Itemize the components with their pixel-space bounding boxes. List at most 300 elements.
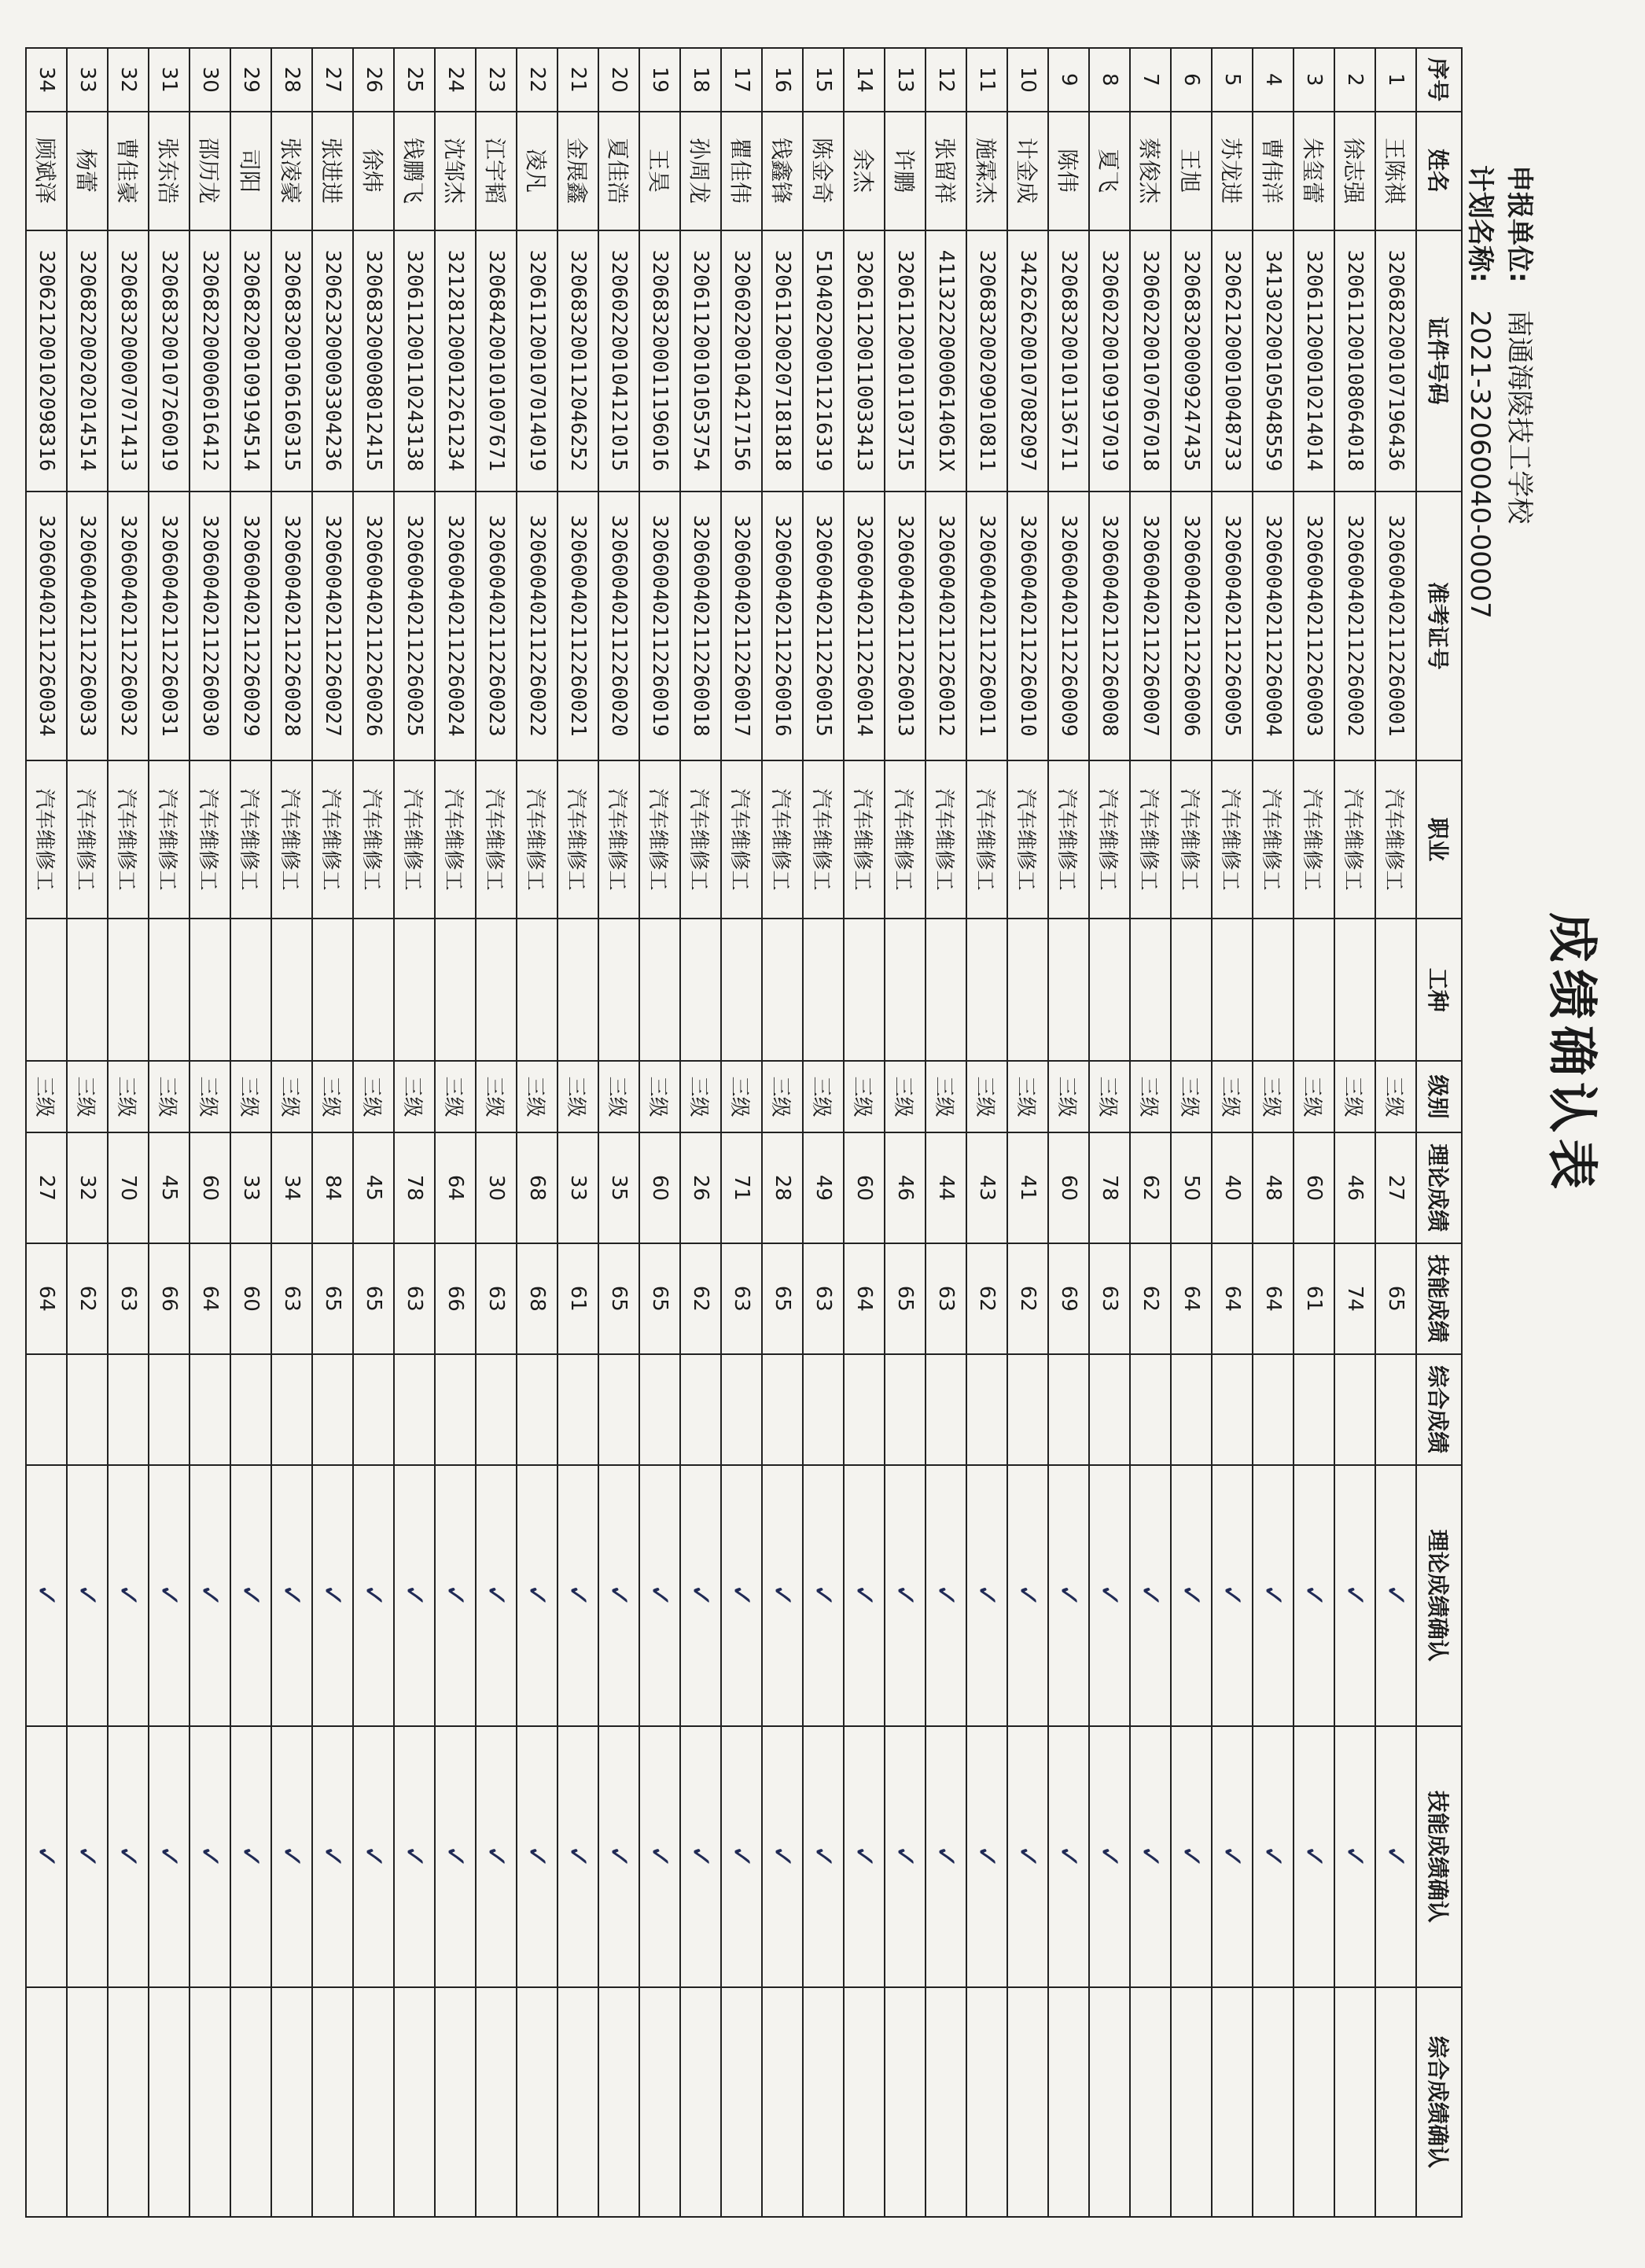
skill-score-cell: 63: [721, 1243, 762, 1354]
skill-confirm-check: ✓: [1334, 1726, 1375, 1987]
skill-score-cell: 65: [762, 1243, 803, 1354]
theory-score-cell: 78: [1089, 1132, 1130, 1243]
row-number-cell: 28: [271, 48, 312, 112]
id-number-cell: 320684200101007671: [476, 230, 517, 492]
occupation-cell: 汽车维修工: [803, 760, 844, 919]
table-row: [1253, 48, 1294, 2217]
level-cell: 三级: [435, 1061, 476, 1132]
header-cell: 姓名: [1416, 112, 1462, 230]
overall-confirm-check: [26, 1987, 67, 2217]
table-body: [26, 48, 1416, 2217]
trade-cell: [844, 919, 885, 1061]
level-cell: 三级: [1253, 1061, 1294, 1132]
applicant-unit-value: 南通海陵技工学校: [1503, 310, 1535, 525]
row-number-cell: 9: [1048, 48, 1089, 112]
theory-confirm-check: ✓: [721, 1465, 762, 1726]
skill-confirm-check: ✓: [149, 1726, 190, 1987]
skill-confirm-check: ✓: [190, 1726, 230, 1987]
trade-cell: [762, 919, 803, 1061]
skill-confirm-check: ✓: [1375, 1726, 1416, 1987]
header-cell: 综合成绩: [1416, 1354, 1462, 1465]
occupation-cell: 汽车维修工: [353, 760, 394, 919]
overall-confirm-check: [353, 1987, 394, 2217]
overall-confirm-check: [966, 1987, 1007, 2217]
table-header-row: [1416, 48, 1462, 2217]
id-number-cell: 320683200007071413: [108, 230, 149, 492]
level-cell: 三级: [926, 1061, 966, 1132]
trade-cell: [517, 919, 558, 1061]
row-number-cell: 26: [353, 48, 394, 112]
occupation-cell: 汽车维修工: [885, 760, 926, 919]
theory-score-cell: 44: [926, 1132, 966, 1243]
table-row: [394, 48, 435, 2217]
theory-score-cell: 34: [271, 1132, 312, 1243]
skill-confirm-check: ✓: [476, 1726, 517, 1987]
theory-confirm-check: ✓: [476, 1465, 517, 1726]
exam-ticket-cell: 320600402112260030: [190, 492, 230, 760]
student-name-cell: 张留祥: [926, 112, 966, 230]
level-cell: 三级: [1171, 1061, 1212, 1132]
student-name-cell: 杨蕾: [67, 112, 108, 230]
theory-confirm-check: ✓: [312, 1465, 353, 1726]
theory-score-cell: 60: [190, 1132, 230, 1243]
header-cell: 技能成绩: [1416, 1243, 1462, 1354]
overall-score-cell: [230, 1354, 271, 1465]
overall-score-cell: [1089, 1354, 1130, 1465]
occupation-cell: 汽车维修工: [271, 760, 312, 919]
row-number-cell: 33: [67, 48, 108, 112]
trade-cell: [190, 919, 230, 1061]
id-number-cell: 320683200008012415: [353, 230, 394, 492]
row-number-cell: 11: [966, 48, 1007, 112]
exam-ticket-cell: 320600402112260010: [1007, 492, 1048, 760]
level-cell: 三级: [1130, 1061, 1171, 1132]
exam-ticket-cell: 320600402112260017: [721, 492, 762, 760]
level-cell: 三级: [1212, 1061, 1253, 1132]
occupation-cell: 汽车维修工: [966, 760, 1007, 919]
exam-ticket-cell: 320600402112260007: [1130, 492, 1171, 760]
id-number-cell: 320683200101136711: [1048, 230, 1089, 492]
overall-confirm-check: [67, 1987, 108, 2217]
student-name-cell: 陈伟: [1048, 112, 1089, 230]
exam-ticket-cell: 320600402112260011: [966, 492, 1007, 760]
theory-confirm-check: ✓: [1089, 1465, 1130, 1726]
overall-score-cell: [639, 1354, 680, 1465]
overall-score-cell: [312, 1354, 353, 1465]
level-cell: 三级: [558, 1061, 598, 1132]
skill-confirm-check: ✓: [1212, 1726, 1253, 1987]
student-name-cell: 邵历龙: [190, 112, 230, 230]
overall-confirm-check: [721, 1987, 762, 2217]
trade-cell: [558, 919, 598, 1061]
theory-score-cell: 46: [1334, 1132, 1375, 1243]
overall-confirm-check: [190, 1987, 230, 2217]
theory-confirm-check: ✓: [108, 1465, 149, 1726]
exam-ticket-cell: 320600402112260027: [312, 492, 353, 760]
table-row: [721, 48, 762, 2217]
student-name-cell: 朱玺蕾: [1294, 112, 1334, 230]
row-number-cell: 7: [1130, 48, 1171, 112]
theory-score-cell: 60: [1294, 1132, 1334, 1243]
trade-cell: [476, 919, 517, 1061]
level-cell: 三级: [271, 1061, 312, 1132]
header-cell: 序号: [1416, 48, 1462, 112]
exam-ticket-cell: 320600402112260034: [26, 492, 67, 760]
overall-score-cell: [1334, 1354, 1375, 1465]
theory-score-cell: 40: [1212, 1132, 1253, 1243]
table-row: [1171, 48, 1212, 2217]
level-cell: 三级: [312, 1061, 353, 1132]
table-row: [353, 48, 394, 2217]
skill-score-cell: 66: [435, 1243, 476, 1354]
overall-score-cell: [844, 1354, 885, 1465]
id-number-cell: 320682200006016412: [190, 230, 230, 492]
id-number-cell: 320683200107260019: [149, 230, 190, 492]
theory-score-cell: 45: [353, 1132, 394, 1243]
overall-confirm-check: [1334, 1987, 1375, 2217]
skill-score-cell: 64: [1212, 1243, 1253, 1354]
student-name-cell: 沈邹杰: [435, 112, 476, 230]
overall-confirm-check: [1089, 1987, 1130, 2217]
exam-ticket-cell: 320600402112260026: [353, 492, 394, 760]
id-number-cell: 320602200104121015: [598, 230, 639, 492]
occupation-cell: 汽车维修工: [1253, 760, 1294, 919]
overall-confirm-check: [1375, 1987, 1416, 2217]
theory-score-cell: 28: [762, 1132, 803, 1243]
plan-name-line: [1463, 165, 1502, 619]
table-row: [108, 48, 149, 2217]
skill-score-cell: 63: [108, 1243, 149, 1354]
table-row: [1334, 48, 1375, 2217]
theory-score-cell: 26: [680, 1132, 721, 1243]
header-cell: 职业: [1416, 760, 1462, 919]
id-number-cell: 320611200101053754: [680, 230, 721, 492]
header-cell: 工种: [1416, 919, 1462, 1061]
id-number-cell: 510402200011216319: [803, 230, 844, 492]
occupation-cell: 汽车维修工: [149, 760, 190, 919]
skill-score-cell: 64: [26, 1243, 67, 1354]
overall-score-cell: [885, 1354, 926, 1465]
exam-ticket-cell: 320600402112260025: [394, 492, 435, 760]
trade-cell: [230, 919, 271, 1061]
overall-confirm-check: [394, 1987, 435, 2217]
id-number-cell: 320602200107067018: [1130, 230, 1171, 492]
exam-ticket-cell: 320600402112260001: [1375, 492, 1416, 760]
level-cell: 三级: [1294, 1061, 1334, 1132]
row-number-cell: 21: [558, 48, 598, 112]
trade-cell: [1007, 919, 1048, 1061]
row-number-cell: 20: [598, 48, 639, 112]
overall-score-cell: [1294, 1354, 1334, 1465]
skill-score-cell: 62: [67, 1243, 108, 1354]
table-row: [558, 48, 598, 2217]
row-number-cell: 5: [1212, 48, 1253, 112]
trade-cell: [598, 919, 639, 1061]
skill-confirm-check: ✓: [394, 1726, 435, 1987]
student-name-cell: 王昊: [639, 112, 680, 230]
skill-score-cell: 65: [598, 1243, 639, 1354]
occupation-cell: 汽车维修工: [926, 760, 966, 919]
table-row: [926, 48, 966, 2217]
occupation-cell: 汽车维修工: [762, 760, 803, 919]
overall-score-cell: [435, 1354, 476, 1465]
trade-cell: [1375, 919, 1416, 1061]
student-name-cell: 施霖杰: [966, 112, 1007, 230]
table-row: [639, 48, 680, 2217]
overall-score-cell: [803, 1354, 844, 1465]
id-number-cell: 320611200110033413: [844, 230, 885, 492]
level-cell: 三级: [721, 1061, 762, 1132]
student-name-cell: 钱鹏飞: [394, 112, 435, 230]
id-number-cell: 321281200012261234: [435, 230, 476, 492]
overall-confirm-check: [108, 1987, 149, 2217]
level-cell: 三级: [476, 1061, 517, 1132]
table-row: [230, 48, 271, 2217]
skill-confirm-check: ✓: [558, 1726, 598, 1987]
table-row: [1089, 48, 1130, 2217]
table-row: [803, 48, 844, 2217]
row-number-cell: 23: [476, 48, 517, 112]
skill-score-cell: 63: [394, 1243, 435, 1354]
overall-score-cell: [926, 1354, 966, 1465]
theory-score-cell: 30: [476, 1132, 517, 1243]
occupation-cell: 汽车维修工: [844, 760, 885, 919]
level-cell: 三级: [517, 1061, 558, 1132]
student-name-cell: 钱鑫锋: [762, 112, 803, 230]
exam-ticket-cell: 320600402112260004: [1253, 492, 1294, 760]
row-number-cell: 18: [680, 48, 721, 112]
occupation-cell: 汽车维修工: [721, 760, 762, 919]
id-number-cell: 41132220000614061X: [926, 230, 966, 492]
row-number-cell: 22: [517, 48, 558, 112]
level-cell: 三级: [230, 1061, 271, 1132]
table-row: [190, 48, 230, 2217]
student-name-cell: 计金成: [1007, 112, 1048, 230]
overall-confirm-check: [149, 1987, 190, 2217]
exam-ticket-cell: 320600402112260021: [558, 492, 598, 760]
exam-ticket-cell: 320600402112260024: [435, 492, 476, 760]
theory-score-cell: 60: [639, 1132, 680, 1243]
exam-ticket-cell: 320600402112260032: [108, 492, 149, 760]
id-number-cell: 320611200101103715: [885, 230, 926, 492]
occupation-cell: 汽车维修工: [394, 760, 435, 919]
overall-confirm-check: [1171, 1987, 1212, 2217]
occupation-cell: 汽车维修工: [639, 760, 680, 919]
id-number-cell: 320683200112046252: [558, 230, 598, 492]
theory-score-cell: 32: [67, 1132, 108, 1243]
table-row: [435, 48, 476, 2217]
skill-score-cell: 69: [1048, 1243, 1089, 1354]
level-cell: 三级: [149, 1061, 190, 1132]
overall-score-cell: [517, 1354, 558, 1465]
row-number-cell: 27: [312, 48, 353, 112]
table-row: [966, 48, 1007, 2217]
skill-score-cell: 65: [312, 1243, 353, 1354]
student-name-cell: 凌凡: [517, 112, 558, 230]
student-name-cell: 司阳: [230, 112, 271, 230]
occupation-cell: 汽车维修工: [1334, 760, 1375, 919]
id-number-cell: 320683200009247435: [1171, 230, 1212, 492]
occupation-cell: 汽车维修工: [1048, 760, 1089, 919]
score-confirmation-sheet: [30, 31, 1620, 2233]
student-name-cell: 孙周龙: [680, 112, 721, 230]
student-name-cell: 曹佳豪: [108, 112, 149, 230]
skill-confirm-check: ✓: [1048, 1726, 1089, 1987]
overall-score-cell: [1253, 1354, 1294, 1465]
theory-confirm-check: ✓: [803, 1465, 844, 1726]
overall-score-cell: [1007, 1354, 1048, 1465]
table-row: [149, 48, 190, 2217]
header-cell: 理论成绩: [1416, 1132, 1462, 1243]
overall-score-cell: [762, 1354, 803, 1465]
theory-score-cell: 62: [1130, 1132, 1171, 1243]
skill-score-cell: 63: [476, 1243, 517, 1354]
theory-score-cell: 50: [1171, 1132, 1212, 1243]
overall-confirm-check: [598, 1987, 639, 2217]
theory-confirm-check: ✓: [1171, 1465, 1212, 1726]
level-cell: 三级: [1334, 1061, 1375, 1132]
skill-score-cell: 68: [517, 1243, 558, 1354]
exam-ticket-cell: 320600402112260022: [517, 492, 558, 760]
row-number-cell: 13: [885, 48, 926, 112]
skill-confirm-check: ✓: [1007, 1726, 1048, 1987]
exam-ticket-cell: 320600402112260023: [476, 492, 517, 760]
exam-ticket-cell: 320600402112260012: [926, 492, 966, 760]
skill-score-cell: 60: [230, 1243, 271, 1354]
occupation-cell: 汽车维修工: [1007, 760, 1048, 919]
table-row: [26, 48, 67, 2217]
row-number-cell: 3: [1294, 48, 1334, 112]
id-number-cell: 320683200106160315: [271, 230, 312, 492]
theory-confirm-check: ✓: [67, 1465, 108, 1726]
student-name-cell: 苏龙进: [1212, 112, 1253, 230]
skill-score-cell: 64: [1253, 1243, 1294, 1354]
overall-score-cell: [1375, 1354, 1416, 1465]
student-name-cell: 夏飞: [1089, 112, 1130, 230]
skill-confirm-check: ✓: [844, 1726, 885, 1987]
table-row: [762, 48, 803, 2217]
theory-score-cell: 45: [149, 1132, 190, 1243]
theory-score-cell: 70: [108, 1132, 149, 1243]
table-row: [1375, 48, 1416, 2217]
overall-score-cell: [598, 1354, 639, 1465]
student-name-cell: 余杰: [844, 112, 885, 230]
table-row: [67, 48, 108, 2217]
occupation-cell: 汽车维修工: [1130, 760, 1171, 919]
row-number-cell: 10: [1007, 48, 1048, 112]
exam-ticket-cell: 320600402112260005: [1212, 492, 1253, 760]
overall-score-cell: [1171, 1354, 1212, 1465]
skill-confirm-check: ✓: [435, 1726, 476, 1987]
row-number-cell: 6: [1171, 48, 1212, 112]
score-table-wrapper: [25, 47, 1463, 2218]
occupation-cell: 汽车维修工: [1089, 760, 1130, 919]
overall-confirm-check: [271, 1987, 312, 2217]
skill-score-cell: 62: [1007, 1243, 1048, 1354]
row-number-cell: 12: [926, 48, 966, 112]
theory-score-cell: 46: [885, 1132, 926, 1243]
theory-confirm-check: ✓: [1375, 1465, 1416, 1726]
occupation-cell: 汽车维修工: [190, 760, 230, 919]
theory-score-cell: 78: [394, 1132, 435, 1243]
theory-score-cell: 71: [721, 1132, 762, 1243]
id-number-cell: 320621200010048733: [1212, 230, 1253, 492]
trade-cell: [67, 919, 108, 1061]
skill-score-cell: 62: [1130, 1243, 1171, 1354]
level-cell: 三级: [26, 1061, 67, 1132]
exam-ticket-cell: 320600402112260003: [1294, 492, 1334, 760]
skill-confirm-check: ✓: [639, 1726, 680, 1987]
plan-name-label: 计划名称:: [1464, 165, 1496, 283]
student-name-cell: 金展鑫: [558, 112, 598, 230]
row-number-cell: 1: [1375, 48, 1416, 112]
trade-cell: [108, 919, 149, 1061]
level-cell: 三级: [1007, 1061, 1048, 1132]
row-number-cell: 25: [394, 48, 435, 112]
skill-confirm-check: ✓: [1089, 1726, 1130, 1987]
skill-confirm-check: ✓: [353, 1726, 394, 1987]
skill-confirm-check: ✓: [67, 1726, 108, 1987]
skill-confirm-check: ✓: [966, 1726, 1007, 1987]
level-cell: 三级: [1048, 1061, 1089, 1132]
theory-confirm-check: ✓: [1130, 1465, 1171, 1726]
level-cell: 三级: [67, 1061, 108, 1132]
plan-name-value: 2021-32060040-00007: [1464, 310, 1496, 619]
overall-score-cell: [1212, 1354, 1253, 1465]
theory-confirm-check: ✓: [598, 1465, 639, 1726]
exam-ticket-cell: 320600402112260029: [230, 492, 271, 760]
skill-confirm-check: ✓: [598, 1726, 639, 1987]
skill-confirm-check: ✓: [680, 1726, 721, 1987]
theory-confirm-check: ✓: [394, 1465, 435, 1726]
overall-confirm-check: [312, 1987, 353, 2217]
trade-cell: [926, 919, 966, 1061]
overall-confirm-check: [885, 1987, 926, 2217]
level-cell: 三级: [394, 1061, 435, 1132]
occupation-cell: 汽车维修工: [598, 760, 639, 919]
id-number-cell: 320611200207181818: [762, 230, 803, 492]
theory-score-cell: 33: [558, 1132, 598, 1243]
id-number-cell: 320602200109197019: [1089, 230, 1130, 492]
occupation-cell: 汽车维修工: [108, 760, 149, 919]
skill-confirm-check: ✓: [762, 1726, 803, 1987]
exam-ticket-cell: 320600402112260016: [762, 492, 803, 760]
trade-cell: [1334, 919, 1375, 1061]
overall-confirm-check: [762, 1987, 803, 2217]
overall-score-cell: [67, 1354, 108, 1465]
overall-score-cell: [1130, 1354, 1171, 1465]
row-number-cell: 34: [26, 48, 67, 112]
overall-confirm-check: [230, 1987, 271, 2217]
level-cell: 三级: [108, 1061, 149, 1132]
theory-score-cell: 60: [844, 1132, 885, 1243]
theory-confirm-check: ✓: [435, 1465, 476, 1726]
table-row: [885, 48, 926, 2217]
level-cell: 三级: [1089, 1061, 1130, 1132]
exam-ticket-cell: 320600402112260031: [149, 492, 190, 760]
skill-confirm-check: ✓: [926, 1726, 966, 1987]
theory-confirm-check: ✓: [1294, 1465, 1334, 1726]
row-number-cell: 19: [639, 48, 680, 112]
table-row: [271, 48, 312, 2217]
overall-score-cell: [966, 1354, 1007, 1465]
theory-confirm-check: ✓: [190, 1465, 230, 1726]
skill-score-cell: 62: [680, 1243, 721, 1354]
trade-cell: [1294, 919, 1334, 1061]
exam-ticket-cell: 320600402112260008: [1089, 492, 1130, 760]
row-number-cell: 30: [190, 48, 230, 112]
id-number-cell: 341302200105048559: [1253, 230, 1294, 492]
